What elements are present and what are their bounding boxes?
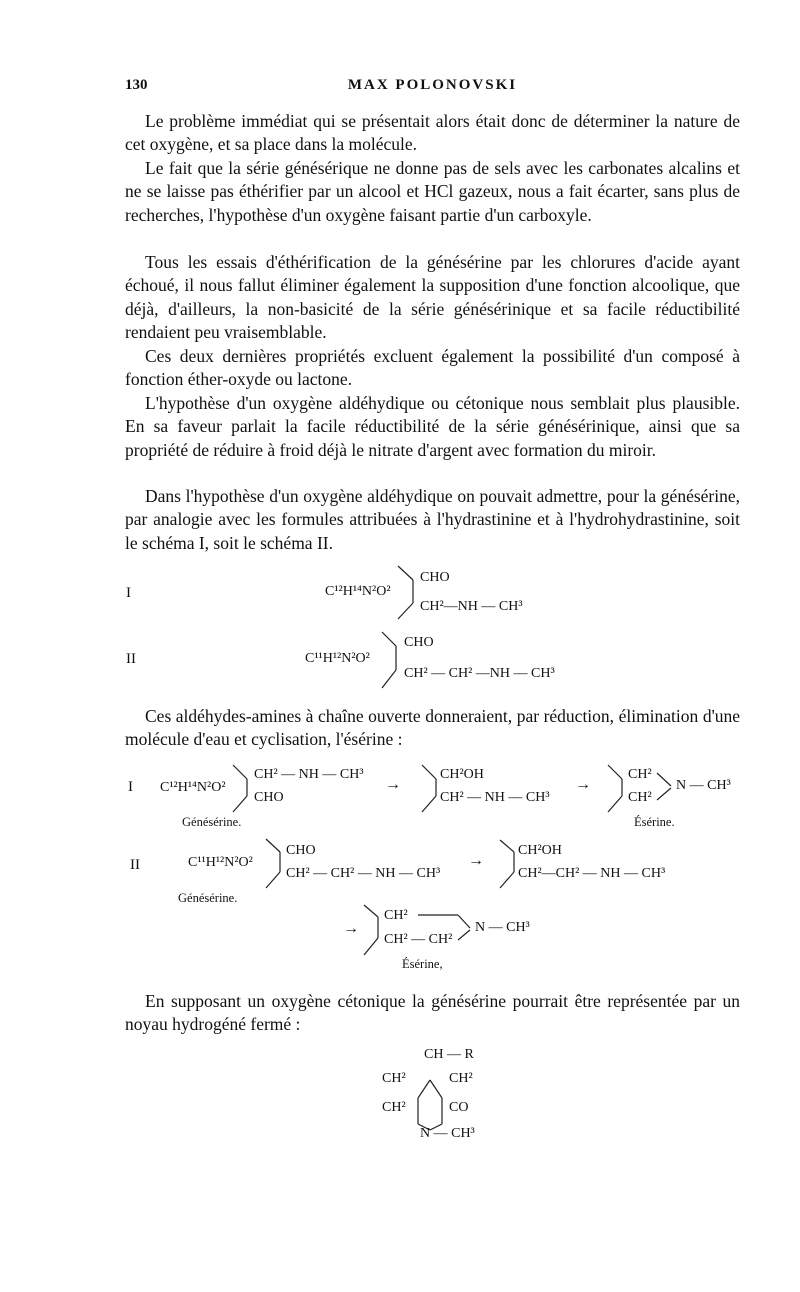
reaction-I-end-n: N — CH³ (676, 778, 731, 793)
reaction-II-mid-bottom: CH²—CH² — NH — CH³ (518, 866, 666, 881)
reaction-III-top: CH² (384, 908, 408, 923)
formula-II: C¹¹H¹²N²O² (305, 651, 370, 666)
reaction-I-formula: C¹²H¹⁴N²O² (160, 780, 226, 795)
paragraph-5: L'hypothèse d'un oxygène aldéhydique ou cétonique nous semblait plus plausible. En sa faveur parlait la facile réductibilité de la série génésérinique, ainsi que sa propriété de réduire à froid déjà le nitrate d'argent avec formation du miroir. (125, 393, 740, 460)
scheme-I-cho: CHO (420, 570, 450, 585)
scheme-label-II: II (126, 651, 136, 667)
arrow-3: → (468, 852, 484, 869)
ring-left-upper: CH² (382, 1071, 406, 1086)
paragraph-7: Ces aldéhydes-amines à chaîne ouverte donneraient, par réduction, élimination d'une molécule d'eau et cyclisation, l'ésérine : (125, 706, 740, 750)
reaction-label-I: I (128, 779, 133, 795)
paragraph-4: Ces deux dernières propriétés excluent également la possibilité d'un composé à fonction éther-oxyde ou lactone. (125, 346, 740, 390)
paragraph-1: Le problème immédiat qui se présentait alors était donc de déterminer la nature de cet oxygène, et sa place dans la molécule. (125, 111, 740, 155)
reaction-II-formula: C¹¹H¹²N²O² (188, 855, 253, 870)
formula-I: C¹²H¹⁴N²O² (325, 584, 391, 599)
paragraph-2: Le fait que la série génésérique ne donne pas de sels avec les carbonates alcalins et ne se laisse pas éthérifier par un alcool et HCl gazeux, nous a fait écarter, sans plus de recherches, l'hypothèse d'un oxygène faisant partie d'un carboxyle. (125, 158, 740, 225)
running-head: MAX POLONOVSKI (347, 77, 518, 93)
scheme-label-I: I (126, 585, 131, 601)
arrow-4: → (343, 920, 359, 937)
ring-right-lower: CO (449, 1100, 469, 1115)
ring-top: CH — R (424, 1047, 474, 1062)
reaction-I-end-bottom: CH² (628, 790, 652, 805)
reaction-I-top: CH² — NH — CH³ (254, 767, 364, 782)
reaction-I-mid-top: CH²OH (440, 767, 484, 782)
caption-eserine-1: Ésérine. (634, 815, 675, 829)
reaction-II-bottom: CH² — CH² — NH — CH³ (286, 866, 441, 881)
paragraph-3: Tous les essais d'éthérification de la génésérine par les chlorures d'acide ayant échoué, il nous fallut éliminer également la supposition d'une fonction alcoolique, que déjà, d'ailleurs, la non-basicité de la série génésérinique et sa facile réductibilité rendaient peu vraisemblable. (125, 252, 740, 343)
ring-bottom: N — CH³ (420, 1126, 475, 1141)
scheme-I-chain: CH²—NH — CH³ (420, 599, 523, 614)
paragraph-6: Dans l'hypothèse d'un oxygène aldéhydique on pouvait admettre, pour la génésérine, par analogie avec les formules attribuées à l'hydrastinine et à l'hydrohydrastinine, soit le schéma I, soit le schéma II. (125, 486, 740, 553)
reaction-I-end-top: CH² (628, 767, 652, 782)
reaction-II-top: CHO (286, 843, 316, 858)
ring-left-lower: CH² (382, 1100, 406, 1115)
caption-eserine-2: Ésérine, (402, 957, 443, 971)
reaction-I-bottom: CHO (254, 790, 284, 805)
page-number: 130 (125, 77, 148, 93)
caption-geneserine-1: Génésérine. (182, 815, 242, 829)
scheme-II-chain: CH² — CH² —NH — CH³ (404, 666, 555, 681)
paragraph-8: En supposant un oxygène cétonique la génésérine pourrait être représentée par un noyau hydrogéné fermé : (125, 991, 740, 1035)
arrow-1: → (385, 776, 401, 793)
ring-right-upper: CH² (449, 1071, 473, 1086)
reaction-I-mid-bottom: CH² — NH — CH³ (440, 790, 550, 805)
reaction-II-mid-top: CH²OH (518, 843, 562, 858)
reaction-III-n: N — CH³ (475, 920, 530, 935)
reaction-III-bottom: CH² — CH² (384, 932, 453, 947)
caption-geneserine-2: Génésérine. (178, 891, 238, 905)
page-header (125, 77, 740, 99)
arrow-2: → (575, 776, 591, 793)
reaction-label-II: II (130, 857, 140, 873)
scheme-II-cho: CHO (404, 635, 434, 650)
